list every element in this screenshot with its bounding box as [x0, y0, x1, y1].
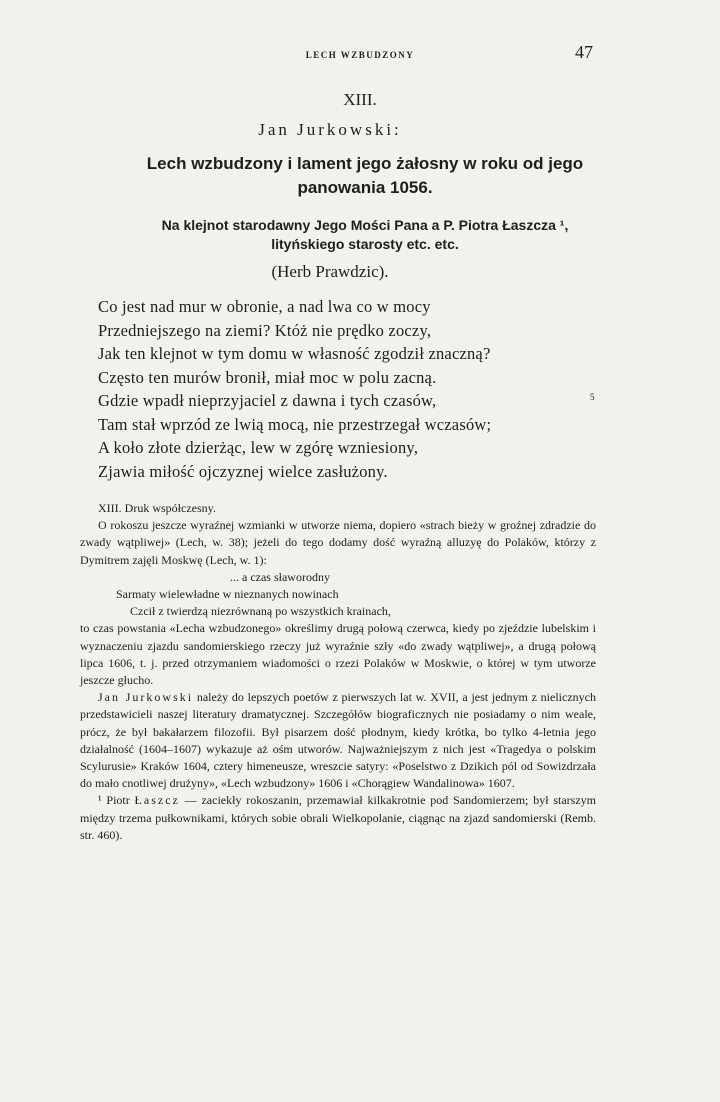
poem-subtitle: [70, 216, 660, 254]
footnote-marker: ¹ Piotr: [98, 793, 135, 808]
quoted-verse: Czcił z twierdzą niezrównaną po wszystkich krainach,: [130, 604, 391, 619]
verse-line: Przedniejszego na ziemi? Któż nie prędko zoczy,: [98, 320, 432, 340]
verse-line: Gdzie wpadł nieprzyjaciel z dawna i tych czasów,: [98, 391, 437, 410]
running-head: LECH WZBUDZONY: [305, 50, 415, 60]
verse-line: Jak ten klejnot w tym domu w własność zgodził znaczną?: [98, 344, 491, 363]
title-line: Lech wzbudzony i lament jego żałosny w roku od jego: [146, 154, 584, 173]
notes-intro: XIII. Druk współczesny.: [98, 501, 216, 515]
poem-text: [98, 295, 598, 483]
author-name-spaced: Jan Jurkowski: [98, 690, 194, 705]
author-name: Jan Jurkowski:: [258, 120, 402, 139]
notes-text: należy do lepszych poetów z pierwszych lat w. XVII, a jest jednym z nielicznych przedstawicieli naszej literatury dramatycznej. Szczegółów biograficznych nie posiadamy o nim weale, prócz, że był bakałarzem filozofii. Był pisarzem dość płodnym, kiedy krótka, bo tylko 4-letnia jego działalność (1604–1607) wykazuje aż ośm utworów. Najważniejszym z nich jest «Tragedya o polskim Scylurusie» Kraków 1604, cztery himeneusze, wreszcie satyry: «Poselstwo z Dzikich pól od Sowizdrzała do mało cnotliwej drużyny», «Lech wzbudzony» 1606 i «Chorągiew Wandalinowa» 1607.: [80, 690, 596, 791]
title-line: panowania 1056.: [297, 178, 433, 197]
editorial-notes: [80, 500, 596, 844]
footnote-name: Łaszcz: [134, 793, 180, 808]
notes-paragraph: to czas powstania «Lecha wzbudzonego» określimy drugą połową czerwca, kiedy po zjeździe lubelskim i wyznaczeniu zjazdu sandomierskiego rzeczy już wyraźnie szły «do zwady wątpliwej», a drugą połową lipca 1606, t. j. przed otrzymaniem wiadomości o rzezi Polaków w Moskwie, o której w tym utworze jeszcze głucho.: [80, 621, 596, 688]
notes-paragraph: [80, 689, 596, 792]
section-number: XIII.: [343, 90, 377, 109]
quoted-verse: ... a czas sławorodny: [230, 569, 330, 584]
verse-line: Często ten murów bronił, miał moc w polu zacną.: [98, 367, 437, 387]
verse-line: A koło złote dzierżąc, lew w zgórę wzniesiony,: [98, 438, 419, 457]
subtitle-line: lityńskiego starosty etc. etc.: [271, 236, 459, 252]
verse-line: Zjawia miłość ojczyznej wielce zasłużony.: [98, 461, 388, 481]
footnote-text: — zaciekły rokoszanin, przemawiał kilkakrotnie pod Sandomierzem; był starszym między trzema pułkownikami, których sobie obrali Wielkopolanie, ciągnąc na zjazd sandomierski (Remb. str. 460).: [80, 793, 596, 842]
subtitle-line: Na klejnot starodawny Jego Mości Pana a P. Piotra Łaszcza ¹,: [161, 217, 569, 233]
verse-line: Co jest nad mur w obronie, a nad lwa co w mocy: [98, 297, 431, 316]
line-number-marker: 5: [590, 392, 595, 402]
herb-caption: (Herb Prawdzic).: [271, 262, 389, 281]
quoted-verse: Sarmaty wielewładne w nieznanych nowinach: [116, 587, 339, 602]
notes-paragraph: O rokoszu jeszcze wyraźnej wzmianki w utworze niema, dopiero «strach bieży w groźnej zdradzie do zwady wątpliwej» (Lech, w. 38); jeżeli do tego dodamy dość wyraźną alluzyę do Polaków, którzy z Dymitrem zajęli Moskwę (Lech, w. 1):: [80, 518, 596, 567]
footnote: [80, 792, 596, 844]
page-number: 47: [575, 42, 593, 62]
verse-line: Tam stał wprzód ze lwią mocą, nie przestrzegał wczasów;: [98, 414, 492, 434]
poem-title: [70, 152, 660, 200]
